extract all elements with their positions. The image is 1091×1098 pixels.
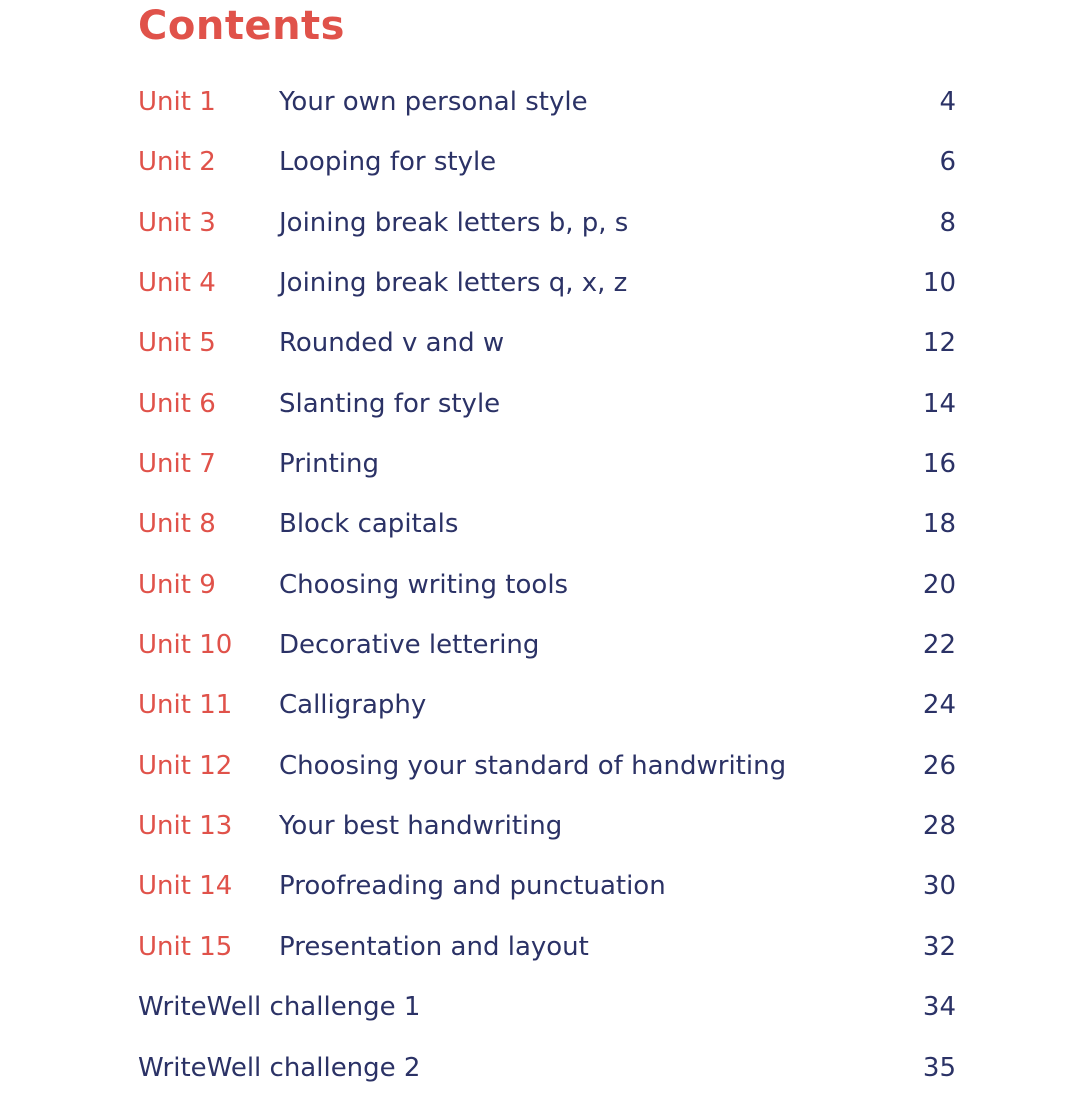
page-number: 32 (922, 931, 956, 962)
page-title: Contents (138, 3, 345, 49)
toc-row-challenge-2[interactable] (0, 1038, 1091, 1098)
unit-label: Unit 11 (138, 690, 233, 721)
entry-title: Your own personal style (279, 87, 588, 117)
toc-row-unit-5[interactable] (0, 313, 1091, 373)
entry-title: Looping for style (279, 147, 497, 178)
unit-label: Unit 12 (138, 750, 233, 781)
page-number: 10 (922, 268, 956, 299)
entry-title: WriteWell challenge 2 (138, 1052, 421, 1083)
page-number: 18 (922, 509, 956, 540)
page-number: 16 (922, 449, 956, 480)
entry-title: Your best handwriting (279, 811, 563, 842)
toc-row-unit-7[interactable] (0, 434, 1091, 494)
page-number: 6 (939, 147, 956, 178)
toc-row-unit-14[interactable] (0, 856, 1091, 916)
entry-title: Presentation and layout (279, 931, 589, 962)
entry-title: Proofreading and punctuation (279, 871, 666, 902)
entry-title: Rounded v and w (279, 328, 505, 359)
entry-title: Calligraphy (279, 690, 427, 721)
entry-title: Joining break letters q, x, z (279, 268, 628, 299)
unit-label: Unit 2 (138, 147, 216, 178)
page-number: 26 (922, 750, 956, 781)
page-number: 24 (922, 690, 956, 721)
page-number: 4 (939, 87, 956, 117)
entry-title: Choosing writing tools (279, 569, 569, 600)
page-number: 30 (922, 871, 956, 902)
unit-label: Unit 10 (138, 630, 233, 661)
toc-row-unit-3[interactable] (0, 193, 1091, 253)
toc-row-unit-2[interactable] (0, 132, 1091, 192)
table-of-contents (0, 72, 1091, 1098)
toc-row-unit-13[interactable] (0, 796, 1091, 856)
page-number: 14 (922, 388, 956, 419)
toc-row-unit-15[interactable] (0, 917, 1091, 977)
toc-row-unit-12[interactable] (0, 736, 1091, 796)
unit-label: Unit 13 (138, 811, 233, 842)
toc-row-unit-11[interactable] (0, 675, 1091, 735)
unit-label: Unit 9 (138, 569, 216, 600)
unit-label: Unit 3 (138, 207, 216, 238)
unit-label: Unit 7 (138, 449, 216, 480)
toc-row-challenge-1[interactable] (0, 977, 1091, 1037)
entry-title: Block capitals (279, 509, 459, 540)
page-number: 8 (939, 207, 956, 238)
page-number: 28 (922, 811, 956, 842)
entry-title: WriteWell challenge 1 (138, 992, 421, 1023)
unit-label: Unit 8 (138, 509, 216, 540)
page-number: 20 (922, 569, 956, 600)
unit-label: Unit 14 (138, 871, 233, 902)
unit-label: Unit 5 (138, 328, 216, 359)
page-number: 34 (922, 992, 956, 1023)
toc-row-unit-9[interactable] (0, 555, 1091, 615)
entry-title: Printing (279, 449, 380, 480)
unit-label: Unit 4 (138, 268, 216, 299)
toc-row-unit-1[interactable] (0, 72, 1091, 132)
page-number: 12 (922, 328, 956, 359)
unit-label: Unit 15 (138, 931, 233, 962)
page-number: 35 (922, 1052, 956, 1083)
toc-row-unit-4[interactable] (0, 253, 1091, 313)
unit-label: Unit 1 (138, 87, 216, 117)
entry-title: Joining break letters b, p, s (279, 207, 629, 238)
toc-row-unit-10[interactable] (0, 615, 1091, 675)
toc-row-unit-8[interactable] (0, 494, 1091, 554)
toc-row-unit-6[interactable] (0, 374, 1091, 434)
entry-title: Decorative lettering (279, 630, 540, 661)
entry-title: Slanting for style (279, 388, 501, 419)
page-number: 22 (922, 630, 956, 661)
entry-title: Choosing your standard of handwriting (279, 750, 787, 781)
unit-label: Unit 6 (138, 388, 216, 419)
